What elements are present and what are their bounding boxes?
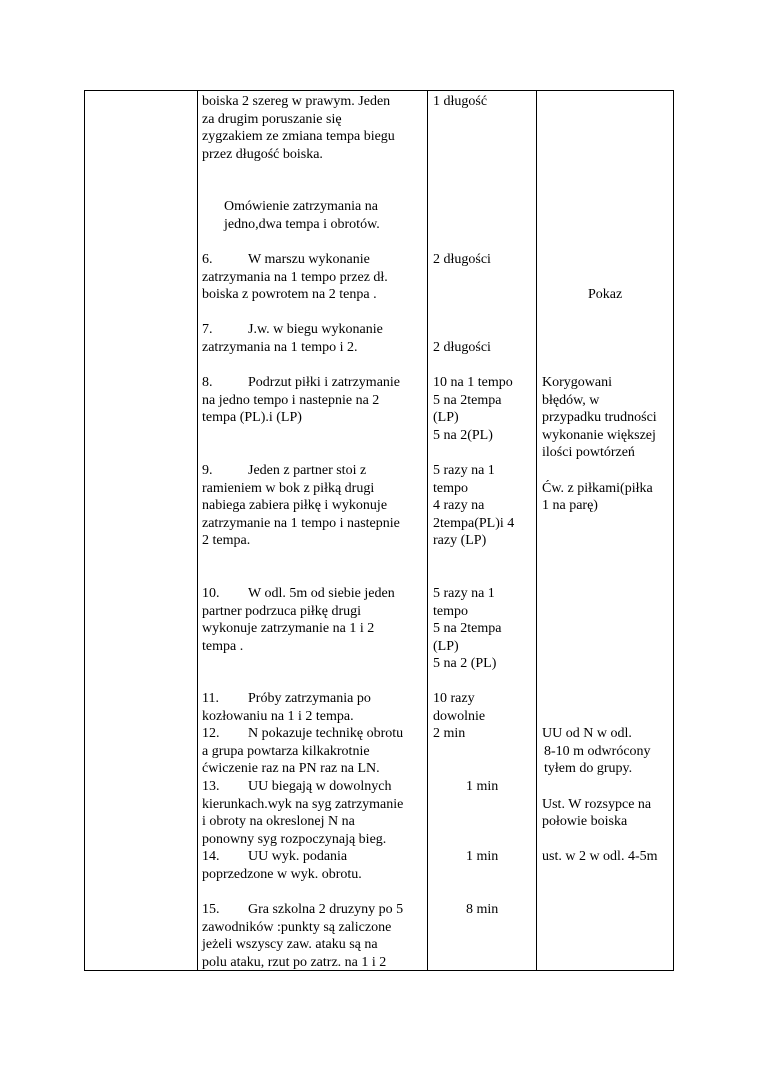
exercise-12-line: 12. N pokazuje technikę obrotu: [202, 726, 404, 741]
dosage-line: 10 na 1 tempo: [433, 375, 513, 390]
dosage-line: 5 na 2tempa: [433, 392, 502, 408]
note-line: błędów, w: [542, 392, 600, 408]
exercise-13-line: i obroty na okreslonej N na: [202, 814, 355, 829]
exercise-15-line: zawodników :punkty są zaliczone: [202, 919, 392, 935]
dosage-line: 2 długości: [433, 252, 491, 267]
exercise-9-line: nabiega zabiera piłkę i wykonuje: [202, 498, 388, 513]
note-line: połowie boiska: [542, 814, 628, 829]
exercise-12-number: 12.: [202, 726, 220, 741]
exercise-14-line: 14. UU wyk. podania: [202, 849, 348, 864]
dosage-line: 2 min: [433, 726, 466, 741]
col3-dosage: [433, 91, 533, 970]
exercise-10-line: 10. W odl. 5m od siebie jeden: [202, 586, 395, 601]
dosage-line: 5 na 2tempa: [433, 621, 502, 636]
note-line: Pokaz: [588, 287, 623, 302]
dosage-line: 2 długości: [433, 339, 491, 355]
dosage-line: 5 na 2(PL): [433, 427, 493, 443]
dosage-line: 1 długość: [433, 94, 488, 109]
exercise-7-line: 7. J.w. w biegu wykonanie: [202, 322, 383, 337]
note-line: UU od N w odl.: [542, 726, 632, 741]
exercise-9-line: ramieniem w bok z piłką drugi: [202, 480, 375, 496]
dosage-line: tempo: [433, 603, 468, 619]
dosage-line: 5 razy na 1: [433, 463, 495, 478]
column-divider-3: [536, 91, 537, 970]
dosage-line: dowolnie: [433, 708, 486, 724]
exercise-15-line: jeżeli wszyscy zaw. ataku są na: [202, 937, 378, 952]
intro-line: za drugim poruszanie się: [202, 111, 342, 127]
note-line: Korygowani: [542, 375, 612, 390]
exercise-11-line: kozłowaniu na 1 i 2 tempa.: [202, 708, 354, 724]
exercise-6-number: 6.: [202, 252, 213, 267]
note-line: przypadku trudności: [542, 410, 657, 425]
dosage-line: razy (LP): [433, 533, 487, 548]
exercise-12-line: ćwiczenie raz na PN raz na LN.: [202, 761, 380, 776]
note-line: 1 na parę): [542, 498, 598, 513]
exercise-15-number: 15.: [202, 902, 220, 917]
col2-exercises: [202, 91, 424, 970]
dosage-line: 1 min: [466, 849, 499, 864]
dosage-line: 1 min: [466, 779, 499, 794]
note-line: tyłem do grupy.: [544, 761, 633, 776]
intro-line: zygzakiem ze zmiana tempa biegu: [202, 129, 395, 144]
exercise-9-line: 9. Jeden z partner stoi z: [202, 463, 367, 478]
exercise-8-number: 8.: [202, 375, 213, 390]
exercise-10-line: tempa .: [202, 638, 244, 654]
dosage-line: 10 razy: [433, 691, 475, 706]
exercise-8-line: na jedno tempo i nastepnie na 2: [202, 392, 380, 408]
note-line: Ćw. z piłkami(piłka: [542, 480, 653, 496]
exercise-9-line: 2 tempa.: [202, 533, 251, 548]
column-divider-1: [197, 91, 198, 970]
exercise-8-line: 8. Podrzut piłki i zatrzymanie: [202, 375, 401, 390]
dosage-line: 8 min: [466, 902, 499, 917]
exercise-6-line: 6. W marszu wykonanie: [202, 252, 370, 267]
intro-line: boiska 2 szereg w prawym. Jeden: [202, 94, 391, 109]
exercise-13-number: 13.: [202, 779, 220, 794]
note-line: ust. w 2 w odl. 4-5m: [542, 849, 658, 864]
exercise-15-line: polu ataku, rzut po zatrz. na 1 i 2: [202, 954, 387, 970]
intro-line: przez długość boiska.: [202, 146, 323, 162]
exercise-11-number: 11.: [202, 691, 219, 706]
exercise-7-number: 7.: [202, 322, 213, 337]
dosage-line: 4 razy na: [433, 498, 485, 513]
col1-cell: [85, 91, 197, 970]
exercise-13-line: 13. UU biegają w dowolnych: [202, 779, 392, 794]
exercise-10-line: partner podrzuca piłkę drugi: [202, 603, 361, 619]
lesson-plan-table: [84, 90, 674, 971]
exercise-7-line: zatrzymania na 1 tempo i 2.: [202, 339, 358, 355]
exercise-9-number: 9.: [202, 463, 213, 478]
exercise-14-line: poprzedzone w wyk. obrotu.: [202, 866, 362, 882]
exercise-6-line: zatrzymania na 1 tempo przez dł.: [202, 269, 388, 285]
exercise-12-line: a grupa powtarza kilkakrotnie: [202, 743, 370, 759]
note-line: 8-10 m odwrócony: [544, 743, 651, 759]
dosage-line: 5 na 2 (PL): [433, 656, 497, 671]
col4-notes: [542, 91, 672, 970]
note-line: wykonanie większej: [542, 427, 656, 443]
dosage-line: (LP): [433, 638, 459, 654]
exercise-13-line: kierunkach.wyk na syg zatrzymanie: [202, 796, 404, 812]
dosage-line: tempo: [433, 480, 468, 496]
exercise-15-line: 15. Gra szkolna 2 druzyny po 5: [202, 902, 404, 917]
exercise-13-line: ponowny syg rozpoczynają bieg.: [202, 831, 387, 847]
exercise-14-number: 14.: [202, 849, 220, 864]
exercise-9-line: zatrzymanie na 1 tempo i nastepnie: [202, 515, 400, 531]
dosage-line: (LP): [433, 410, 459, 425]
discussion-line: jedno,dwa tempa i obrotów.: [224, 216, 380, 232]
exercise-8-line: tempa (PL).i (LP): [202, 410, 302, 425]
dosage-line: 5 razy na 1: [433, 586, 495, 601]
note-line: ilości powtórzeń: [542, 445, 635, 460]
note-line: Ust. W rozsypce na: [542, 796, 652, 812]
dosage-line: 2tempa(PL)i 4: [433, 515, 515, 531]
exercise-11-line: 11. Próby zatrzymania po: [202, 691, 371, 706]
exercise-10-number: 10.: [202, 586, 220, 601]
exercise-6-line: boiska z powrotem na 2 tenpa .: [202, 287, 377, 302]
discussion-line: Omówienie zatrzymania na: [224, 199, 378, 214]
column-divider-2: [427, 91, 428, 970]
exercise-10-line: wykonuje zatrzymanie na 1 i 2: [202, 621, 375, 636]
